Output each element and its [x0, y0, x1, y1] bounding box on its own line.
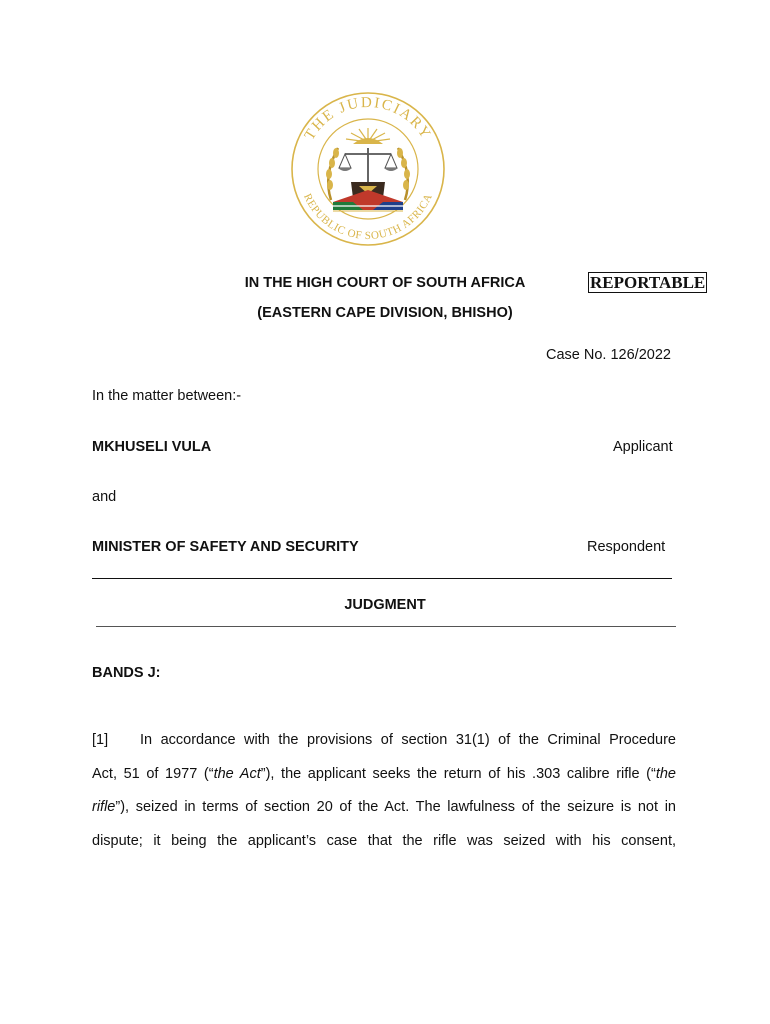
respondent-name: MINISTER OF SAFETY AND SECURITY [92, 539, 359, 555]
court-division: (EASTERN CAPE DIVISION, BHISHO) [257, 305, 513, 321]
divider-bottom [96, 626, 676, 627]
paragraph-line-4: dispute; it being the applicant’s case that the rifle was seized with his consent, [92, 832, 676, 849]
court-name: IN THE HIGH COURT OF SOUTH AFRICA [244, 275, 526, 291]
divider-top [92, 578, 672, 579]
applicant-role: Applicant [613, 439, 673, 455]
matter-intro: In the matter between:- [92, 388, 242, 404]
seal-top-text: THE JUDICIARY [301, 94, 435, 143]
paragraph-line-2: Act, 51 of 1977 (“the Act”), the applicant seeks the return of his .303 calibre rifle (“the [92, 765, 677, 782]
seal-bottom-text: REPUBLIC OF SOUTH AFRICA [301, 191, 435, 243]
applicant-name: MKHUSELI VULA [92, 439, 212, 455]
judiciary-seal [283, 90, 453, 248]
and-separator: and [92, 489, 117, 505]
respondent-role: Respondent [587, 539, 666, 555]
reportable-badge: REPORTABLE [590, 273, 706, 292]
paragraph-line-3: rifle”), seized in terms of section 20 of the Act. The lawfulness of the seizure is not in [92, 799, 676, 815]
paragraph-line-1: In accordance with the provisions of section 31(1) of the Criminal Procedure [140, 732, 676, 748]
paragraph-number: [1] [92, 732, 109, 748]
judge-name: BANDS J: [92, 665, 161, 681]
paragraph-1 [92, 724, 676, 858]
judgment-heading: JUDGMENT [344, 597, 426, 613]
case-number: Case No. 126/2022 [546, 347, 671, 363]
